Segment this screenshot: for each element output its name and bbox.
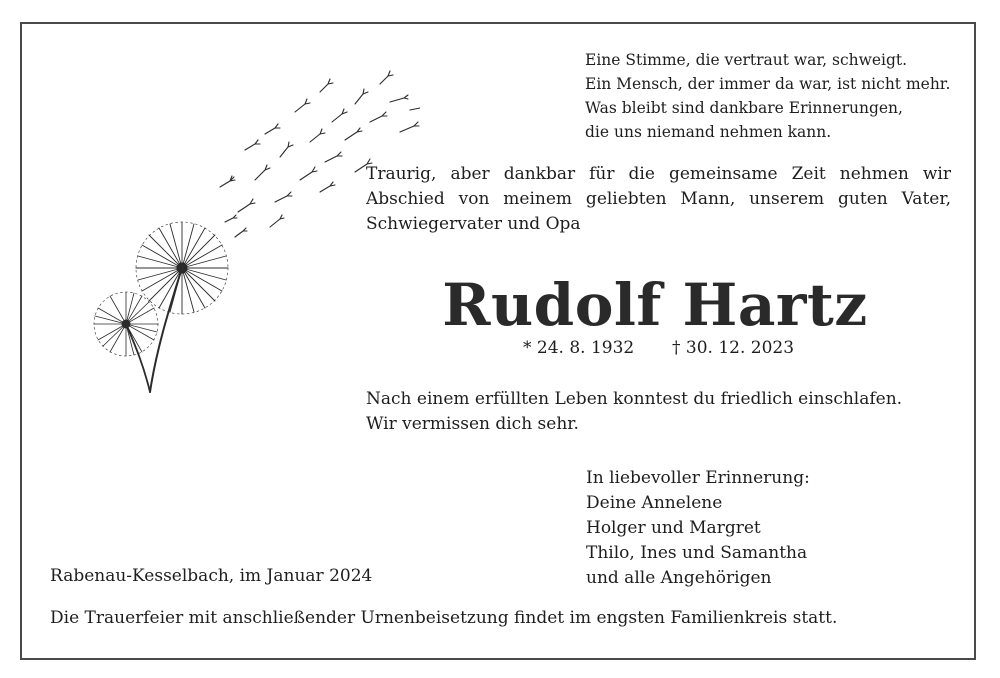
closing-line: Wir vermissen dich sehr. xyxy=(366,414,579,434)
deceased-name: Rudolf Hartz xyxy=(442,271,868,339)
obituary-card xyxy=(20,22,976,660)
mourners-line: In liebevoller Erinnerung: xyxy=(586,468,810,488)
poem-line: die uns niemand nehmen kann. xyxy=(585,123,832,141)
poem xyxy=(585,48,950,144)
place-and-date: Rabenau-Kesselbach, im Januar 2024 xyxy=(50,566,373,586)
intro-line: Abschied von meinem geliebten Mann, unserem guten Vater, xyxy=(366,189,951,209)
intro-text xyxy=(366,162,951,237)
intro-line: Schwiegervater und Opa xyxy=(366,214,581,234)
mourners-line: Deine Annelene xyxy=(586,493,723,513)
birth-date: * 24. 8. 1932 xyxy=(523,338,635,358)
death-date: † 30. 12. 2023 xyxy=(672,338,795,358)
poem-line: Eine Stimme, die vertraut war, schweigt. xyxy=(585,51,908,69)
mourners-line: und alle Angehörigen xyxy=(586,568,772,588)
funeral-note: Die Trauerfeier mit anschließender Urnenbeisetzung findet im engsten Familienkreis statt. xyxy=(50,608,838,628)
mourners-list xyxy=(586,466,810,591)
intro-line: Traurig, aber dankbar für die gemeinsame Zeit nehmen wir xyxy=(366,164,951,184)
poem-line: Was bleibt sind dankbare Erinnerungen, xyxy=(585,99,903,117)
closing-text xyxy=(366,387,902,437)
mourners-line: Holger und Margret xyxy=(586,518,761,538)
poem-line: Ein Mensch, der immer da war, ist nicht mehr. xyxy=(585,75,951,93)
mourners-line: Thilo, Ines und Samantha xyxy=(586,543,808,563)
closing-line: Nach einem erfüllten Leben konntest du friedlich einschlafen. xyxy=(366,389,903,409)
deceased-name-row xyxy=(22,270,1000,340)
